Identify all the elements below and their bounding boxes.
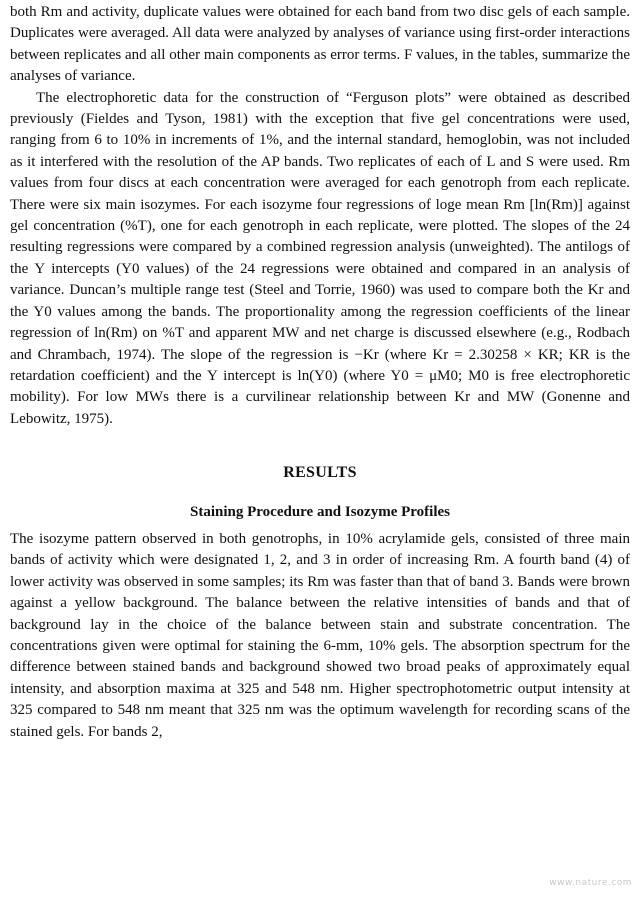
paragraph-isozyme-pattern: The isozyme pattern observed in both genotrophs, in 10% acrylamide gels, consisted of three main bands of activity which were designated 1, 2, and 3 in order of increasing Rm. A fourth band (4) of lower activity was observed in some samples; its Rm was faster than that of band 3. Bands were brown against a yellow background. The balance between the relative intensities of bands and that of background lay in the choice of the balance between stain and substrate concentration. The concentrations given were optimal for staining the 6-mm, 10% gels. The absorption spectrum for the difference between stained bands and background showed two broad peaks of approximately equal intensity, and absorption maxima at 325 and 548 nm. Higher spectrophotometric output intensity at 325 compared to 548 nm meant that 325 nm was the optimum wavelength for recording scans of the stained gels. For bands 2, [10,530,630,740]
paragraph-methods-end: both Rm and activity, duplicate values were obtained for each band from two disc gels of each sample. Duplicates were averaged. All data were analyzed by analyses of variance using first-order interactions between replicates and all other main components as error terms. F values, in the tables, summarize the analyses of variance. [10,4,630,85]
paragraph-ferguson-plots: The electrophoretic data for the construction of “Ferguson plots” were obtained as described previously (Fieldes and Tyson, 1981) with the exception that five gel concentrations were used, ranging from 6 to 10% in increments of 1%, and the internal standard, hemoglobin, was not included as it interfered with the resolution of the AP bands. Two replicates of each of L and S were used. Rm values from four discs at each concentration were averaged for each genotroph from each replicate. There were six main isozymes. For each isozyme four regressions of loge mean Rm [ln(Rm)] against gel concentration (%T), one for each genotroph in each replicate, were plotted. The slopes of the 24 resulting regressions were compared by a combined regression analysis (unweighted). The antilogs of the Y intercepts (Y0 values) of the 24 regressions were obtained and compared in an analysis of variance. Duncan’s multiple range test (Steel and Torrie, 1960) was used to compare both the Kr and the Y0 values among the bands. The proportionality among the regression coefficients of the linear regression of ln(Rm) on %T and apparent MW and net charge is discussed elsewhere (e.g., Rodbach and Chrambach, 1974). The slope of the regression is −Kr (where Kr = 2.30258 × KR; KR is the retardation coefficient) and the Y intercept is ln(Y0) (where Y0 = μM0; M0 is free electrophoretic mobility). For low MWs there is a curvilinear relationship between Kr and MW (Gonenne and Lebowitz, 1975). [10,89,630,427]
section-heading-results: RESULTS [283,464,357,482]
watermark: www.nature.com [549,877,632,888]
subsection-heading-staining: Staining Procedure and Isozyme Profiles [190,503,450,520]
